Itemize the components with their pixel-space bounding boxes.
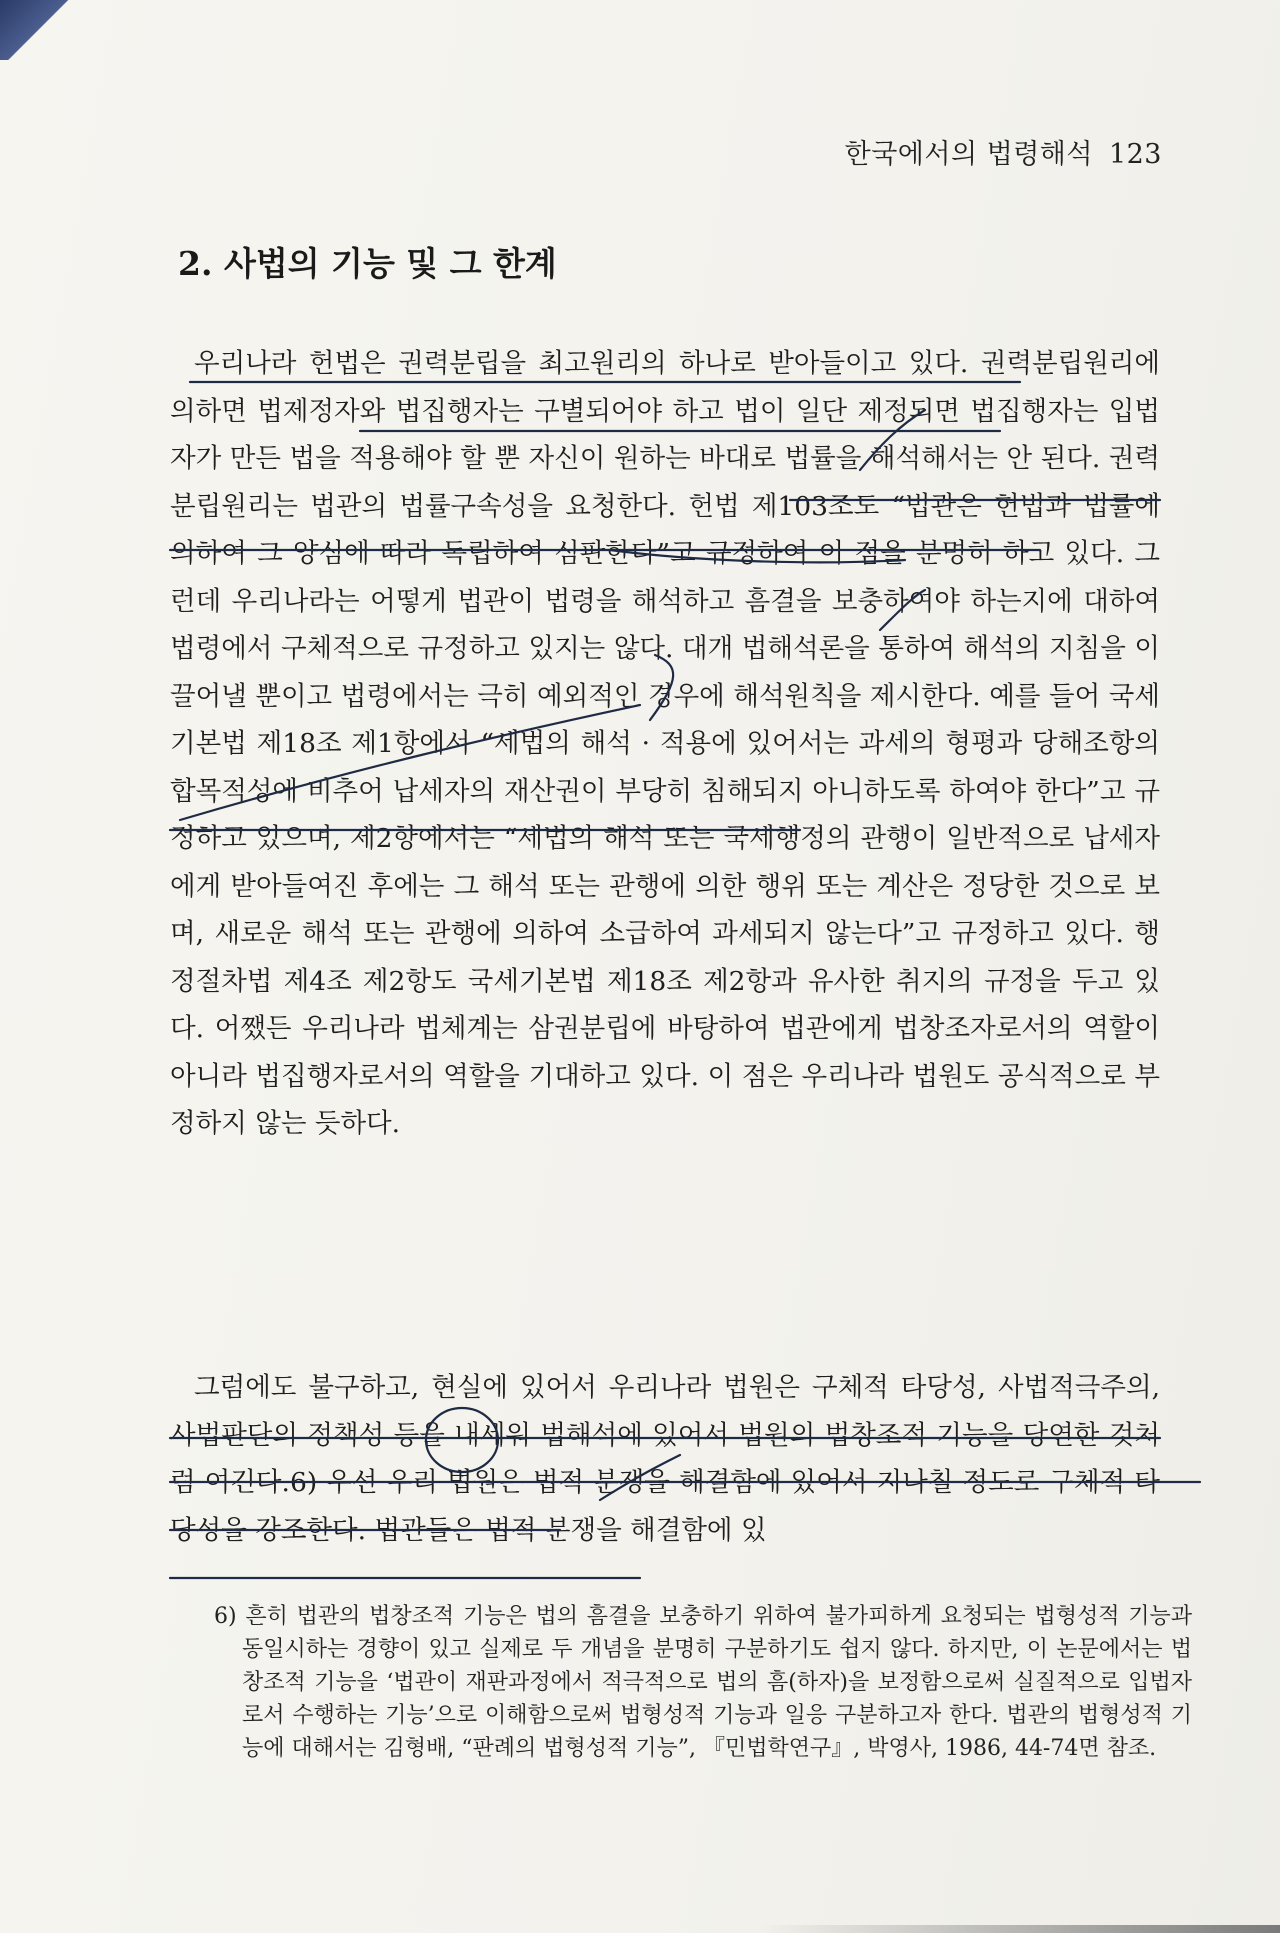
footnote-6: 6) 흔히 법관의 법창조적 기능은 법의 흠결을 보충하기 위하여 불가피하게 요청되는 법형성적 기능과 동일시하는 경향이 있고 실제로 두 개념을 분명히 구분하기도 쉽지 않다. 하지만, 이 논문에서는 법창조적 기능을 ‘법관이 재판과정에서 적극적으로 법의 흠(하자)을 보정함으로써 실질적으로 입법자로서 수행하는 기능’으로 이해함으로써 법형성적 기능과 일응 구분하고자 한다. 법관의 법형성적 기능에 대해서는 김형배, “판례의 법형성적 기능”, 『민법학연구』, 박영사, 1986, 44-74면 참조. — [214, 1604, 1192, 1761]
body-paragraph-2: 그럼에도 불구하고, 현실에 있어서 우리나라 법원은 구체적 타당성, 사법적극주의, 사법판단의 정책성 등을 내세워 법해석에 있어서 법원의 법창조적 기능을 당연한 것처럼 여긴다.6) 우선 우리 법원은 법적 분쟁을 해결함에 있어서 지나칠 정도로 구체적 타당성을 강조한다. 법관들은 법적 분쟁을 해결함에 있 — [170, 1372, 1160, 1546]
section-title: 2. 사법의 기능 및 그 한계 — [178, 244, 557, 283]
running-head-title: 한국에서의 법령해석 — [844, 139, 1093, 170]
running-head — [845, 132, 1162, 171]
page-corner-fold — [0, 0, 90, 60]
body-paragraph-1: 우리나라 헌법은 권력분립을 최고원리의 하나로 받아들이고 있다. 권력분립원리에 의하면 법제정자와 법집행자는 구별되어야 하고 법이 일단 제정되면 법집행자는 입법자가 만든 법을 적용해야 할 뿐 자신이 원하는 바대로 법률을 해석해서는 안 된다. 권력분립원리는 법관의 법률구속성을 요청한다. 헌법 제103조도 “법관은 헌법과 법률에 의하여 그 양심에 따라 독립하여 심판한다”고 규정하여 이 점을 분명히 하고 있다. 그런데 우리나라는 어떻게 법관이 법령을 해석하고 흠결을 보충하여야 하는지에 대하여 법령에서 구체적으로 규정하고 있지는 않다. 대개 법해석론을 통하여 해석의 지침을 이끌어낼 뿐이고 법령에서는 극히 예외적인 경우에 해석원칙을 제시한다. 예를 들어 국세기본법 제18조 제1항에서 “세법의 해석 · 적용에 있어서는 과세의 형평과 당해조항의 합목적성에 비추어 납세자의 재산권이 부당히 침해되지 아니하도록 하여야 한다”고 규정하고 있으며, 제2항에서는 “세법의 해석 또는 국세행정의 관행이 일반적으로 납세자에게 받아들여진 후에는 그 해석 또는 관행에 의한 행위 또는 계산은 정당한 것으로 보며, 새로운 해석 또는 관행에 의하여 소급하여 과세되지 않는다”고 규정하고 있다. 행정절차법 제4조 제2항도 국세기본법 제18조 제2항과 유사한 취지의 규정을 두고 있다. 어쨌든 우리나라 법체계는 삼권분립에 바탕하여 법관에게 법창조자로서의 역할이 아니라 법집행자로서의 역할을 기대하고 있다. 이 점은 우리나라 법원도 공식적으로 부정하지 않는 듯하다. — [170, 348, 1160, 1139]
page-number: 123 — [1108, 139, 1162, 170]
page-bottom-shadow — [760, 1925, 1280, 1933]
